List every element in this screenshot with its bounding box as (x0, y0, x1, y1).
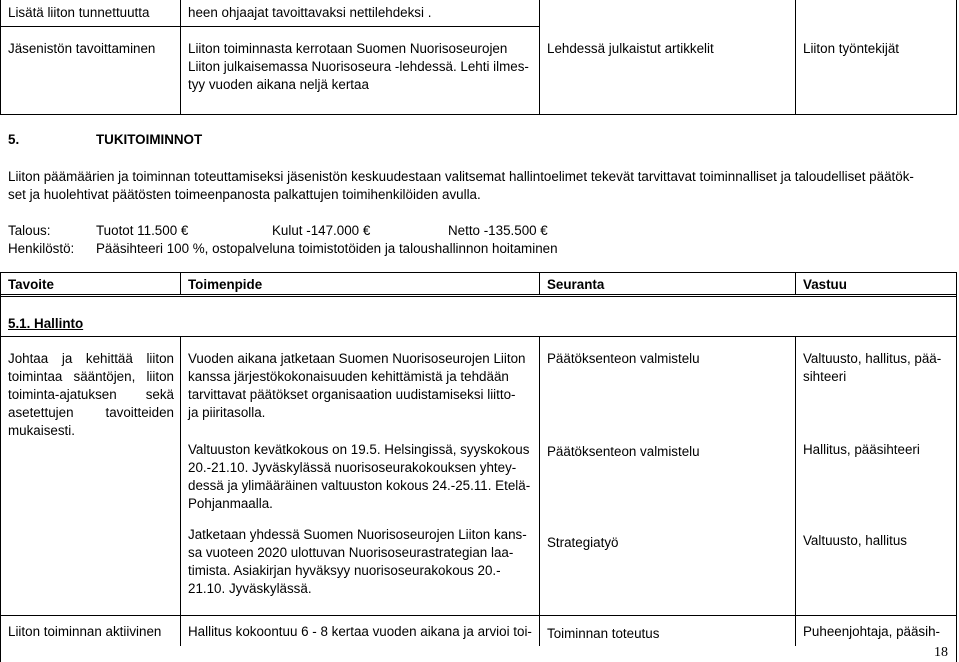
text-line: Johtaa ja kehittää liiton (8, 351, 174, 366)
monitoring-cell: Päätöksenteon valmistelu (547, 444, 700, 459)
text-line: Vuoden aikana jatketaan Suomen Nuorisoseurojen Liiton (188, 351, 526, 366)
text-line: set ja huolehtivat päätösten toimeenpanosta palkattujen toimihenkilöiden avulla. (8, 187, 481, 202)
text-line: Liiton päämäärien ja toiminnan toteuttamiseksi jäsenistön keskuudestaan valitsemat hallintoelimet tekevät tarvittavat toiminnalliset ja taloudelliset päätök- (8, 169, 914, 184)
table-border (956, 272, 957, 662)
table-border (180, 272, 181, 295)
section-intro (8, 168, 953, 204)
table-border (0, 272, 957, 273)
monitoring-cell: Päätöksenteon valmistelu (547, 351, 700, 366)
measure-cell: Hallitus kokoontuu 6 - 8 kertaa vuoden aikana ja arvioi toi- (188, 624, 532, 639)
table-border (0, 296, 957, 297)
table-border (0, 114, 957, 115)
table-border (539, 336, 540, 646)
text-line: Jatketaan yhdessä Suomen Nuorisoseurojen Liiton kans- (188, 527, 527, 542)
top-row1-col2: heen ohjaajat tavoittavaksi nettilehdeksi . (188, 5, 432, 20)
table-border (0, 0, 1, 115)
table-border (180, 0, 181, 115)
table-border (539, 272, 540, 295)
text-line: Valtuuston kevätkokous on 19.5. Helsingissä, syyskokous (188, 442, 530, 457)
text-line: sa vuoteen 2020 ulottuvan Nuorisoseurastrategian laa- (188, 545, 514, 560)
section-number: 5. (8, 132, 20, 147)
top-row2-col1: Jäsenistön tavoittaminen (8, 41, 156, 56)
text-line: toimintaa sääntöjen, liiton (8, 369, 174, 384)
text-line: dessä ja ylimääräinen valtuuston kokous 24.-25.11. Etelä- (188, 478, 531, 493)
staff-label: Henkilöstö: (8, 241, 75, 256)
top-row1-col1: Lisätä liiton tunnettuutta (8, 5, 150, 20)
text-line: Liiton julkaisemassa Nuorisoseura -lehdessä. Lehti ilmes- (188, 59, 529, 74)
responsible-cell: Puheenjohtaja, pääsih- (803, 624, 940, 639)
text-line: mukaisesti. (8, 423, 75, 438)
finance-label: Talous: (8, 223, 51, 238)
text-line: Pohjanmaalla. (188, 496, 273, 511)
finance-net: Netto -135.500 € (448, 223, 548, 238)
subsection-title: 5.1. Hallinto (8, 316, 84, 331)
table-border (795, 272, 796, 295)
finance-income: Tuotot 11.500 € (96, 223, 189, 238)
text-line: 21.10. Jyväskylässä. (188, 581, 312, 596)
header-monitoring: Seuranta (547, 277, 605, 292)
text-line: asetettujen tavoitteiden (8, 405, 174, 420)
table-border (0, 336, 957, 337)
table-border (0, 615, 957, 616)
table-border (539, 0, 540, 115)
measure-cell (188, 441, 536, 513)
goal-cell: Liiton toiminnan aktiivinen (8, 624, 162, 639)
responsible-cell: Hallitus, pääsihteeri (803, 442, 920, 457)
table-border (956, 0, 957, 115)
measure-cell (188, 350, 536, 422)
top-row2-col2 (188, 40, 529, 94)
goal-cell (8, 350, 174, 440)
text-line: toiminta-ajatuksen sekä (8, 387, 174, 402)
monitoring-cell: Strategiatyö (547, 535, 619, 550)
measure-cell (188, 526, 536, 598)
header-responsible: Vastuu (803, 277, 847, 292)
staff-value: Pääsihteeri 100 %, ostopalveluna toimistotöiden ja taloushallinnon hoitaminen (96, 241, 558, 256)
text-line: sihteeri (803, 369, 847, 384)
text-line: 20.-21.10. Jyväskylässä nuorisoseurakokouksen yhtey- (188, 460, 517, 475)
text-line: timista. Asiakirjan hyväksyy nuorisoseurakokous 20.- (188, 563, 501, 578)
text-line: tarvittavat päätökset organisaation uudistamiseksi liitto- (188, 387, 516, 402)
responsible-cell (803, 350, 941, 386)
table-border (0, 294, 957, 295)
header-measure: Toimenpide (188, 277, 263, 292)
monitoring-cell: Toiminnan toteutus (547, 626, 660, 641)
text-line: Valtuusto, hallitus, pää- (803, 351, 942, 366)
table-border (0, 26, 181, 27)
table-border (795, 336, 796, 646)
table-border (180, 26, 540, 27)
top-row2-col3: Lehdessä julkaistut artikkelit (547, 41, 714, 56)
text-line: ja piiritasolla. (188, 405, 266, 420)
finance-expenses: Kulut -147.000 € (272, 223, 371, 238)
page-number: 18 (934, 645, 948, 660)
text-line: tyy vuoden aikana neljä kertaa (188, 77, 369, 92)
table-border (180, 336, 181, 646)
table-border (795, 0, 796, 115)
header-goal: Tavoite (8, 277, 54, 292)
responsible-cell: Valtuusto, hallitus (803, 533, 907, 548)
top-row2-col4: Liiton työntekijät (803, 41, 900, 56)
table-border (0, 272, 1, 662)
section-title: TUKITOIMINNOT (96, 132, 203, 147)
text-line: kanssa järjestökokonaisuuden kehittämistä ja tehdään (188, 369, 509, 384)
text-line: Liiton toiminnasta kerrotaan Suomen Nuorisoseurojen (188, 41, 508, 56)
